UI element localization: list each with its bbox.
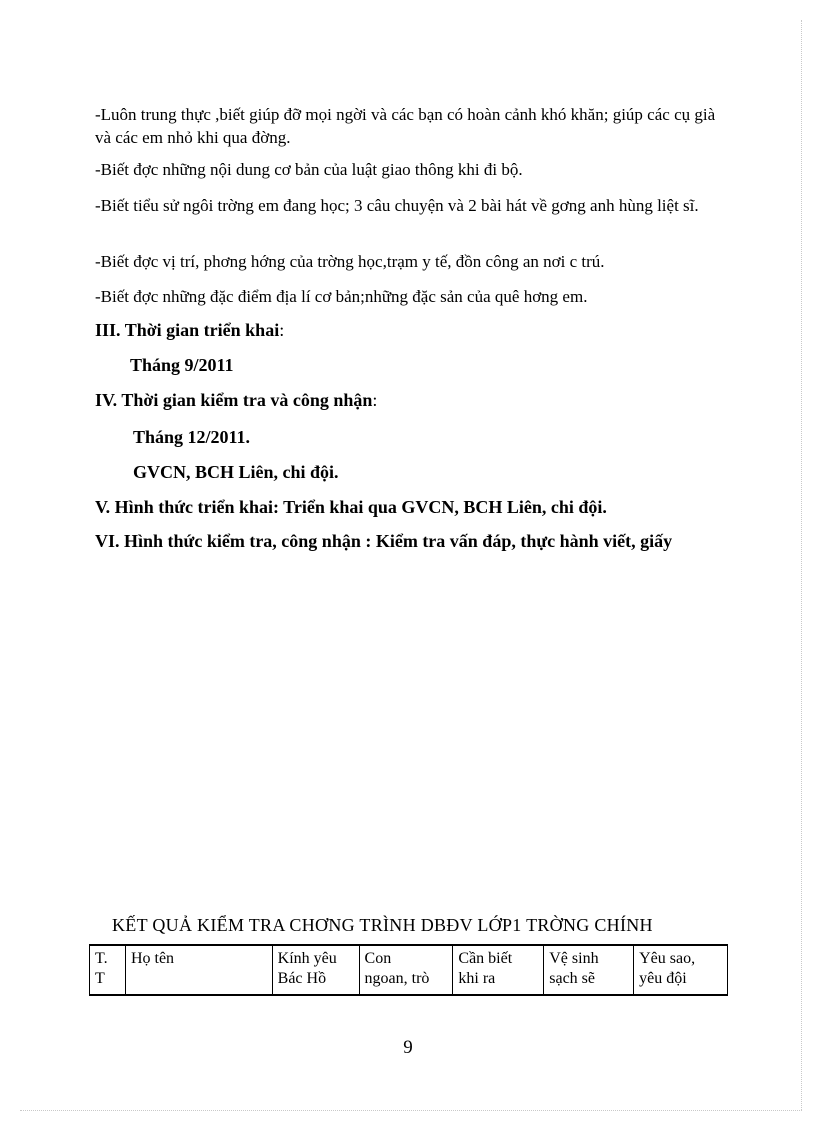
header-cell-good-child: Con ngoan, trò [359, 945, 453, 995]
paragraph-traffic-law: -Biết đợc những nội dung cơ bản của luật giao thông khi đi bộ. [95, 160, 523, 179]
page-number: 9 [403, 1037, 413, 1058]
paragraph-honesty: -Luôn trung thực ,biết giúp đỡ mọi ngời và các bạn có hoàn cảnh khó khăn; giúp các cụ già và các em nhỏ khi qua đờng. [95, 105, 716, 147]
section-3-value: Tháng 9/2011 [130, 355, 234, 375]
page-border-bottom [20, 1110, 802, 1111]
section-4-value: Tháng 12/2011. [133, 427, 251, 447]
header-cell-hygiene: Vệ sinh sạch sẽ [544, 945, 634, 995]
paragraph-geography: -Biết đợc những đặc điểm địa lí cơ bản;những đặc sản của quê hơng em. [95, 287, 588, 306]
header-cell-order: T. T [90, 945, 126, 995]
section-4-heading: IV. Thời gian kiểm tra và công nhận: [95, 390, 378, 410]
section-6-heading: VI. Hình thức kiểm tra, công nhận : Kiểm tra vấn đáp, thực hành viết, giấy [95, 531, 673, 551]
paragraph-school-history: -Biết tiểu sử ngôi trờng em đang học; 3 câu chuyện và 2 bài hát về gơng anh hùng liệt sĩ. [95, 196, 699, 215]
header-cell-need-to-know: Cần biết khi ra [453, 945, 544, 995]
section-3-heading: III. Thời gian triển khai: [95, 320, 285, 340]
table-header-row [90, 945, 728, 995]
paragraph-locations: -Biết đợc vị trí, phơng hớng của trờng học,trạm y tế, đồn công an nơi c trú. [95, 252, 605, 271]
result-table [89, 944, 728, 996]
header-cell-love-uncle-ho: Kính yêu Bác Hồ [272, 945, 359, 995]
header-cell-name: Họ tên [125, 945, 272, 995]
section-4-note: GVCN, BCH Liên, chi đội. [133, 462, 339, 482]
table-title: KẾT QUẢ KIỂM TRA CHƠNG TRÌNH DBĐV LỚP1 TRỜNG CHÍNH [112, 915, 653, 935]
header-cell-love-star: Yêu sao, yêu đội [634, 945, 728, 995]
section-5-heading: V. Hình thức triển khai: Triển khai qua GVCN, BCH Liên, chi đội. [95, 497, 607, 517]
page-border-right [801, 20, 802, 1110]
